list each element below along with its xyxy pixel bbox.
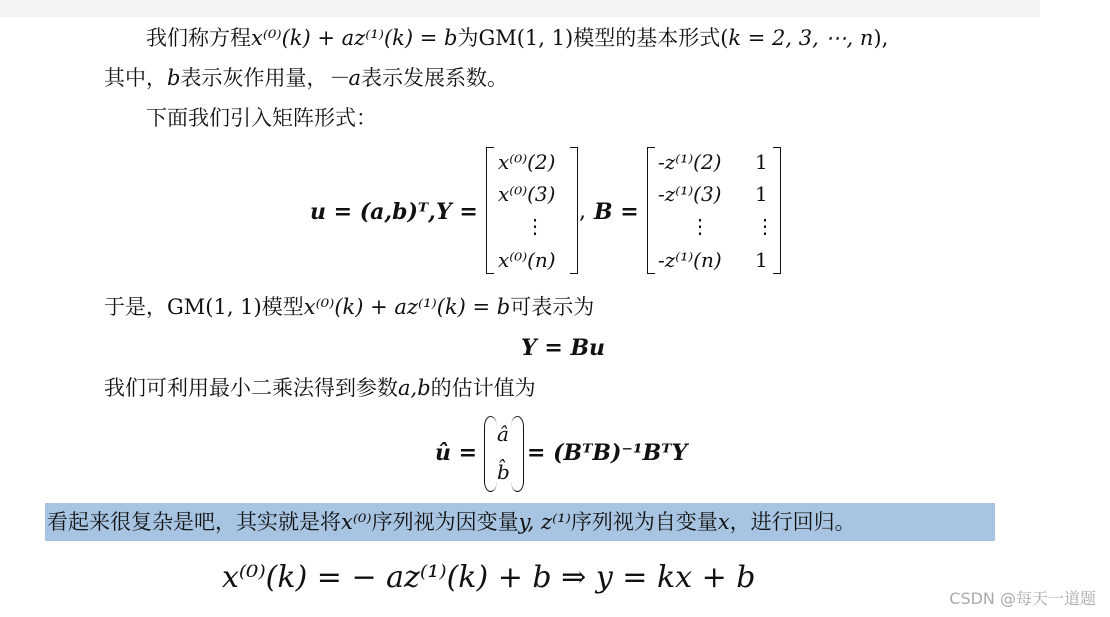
- comma: ,: [579, 199, 586, 224]
- symbol-z1: z⁽¹⁾: [541, 510, 571, 534]
- text-segment: 可表示为: [510, 295, 595, 319]
- csdn-watermark: CSDN @每天一道题: [949, 589, 1096, 608]
- symbol-x: x: [717, 510, 730, 534]
- text-segment: ),: [873, 26, 889, 50]
- B-entry: -z⁽¹⁾(n): [658, 248, 722, 272]
- top-bar: [0, 0, 1040, 17]
- text-segment: 的估计值为: [430, 376, 536, 400]
- text-segment: 于是，GM(1, 1)模型: [104, 295, 304, 319]
- Y-entry: x⁽⁰⁾(n): [498, 248, 556, 272]
- Y-entry: ⋮: [525, 214, 545, 238]
- Y-label: Y =: [436, 199, 478, 225]
- B-entry: ⋮: [755, 214, 775, 238]
- symbol-ab: a,b: [398, 376, 431, 400]
- equation-inline: x⁽⁰⁾(k) + az⁽¹⁾(k) = b: [251, 26, 458, 50]
- B-entry: 1: [755, 248, 768, 272]
- paragraph-least-squares: [104, 375, 536, 401]
- final-equation: x⁽⁰⁾(k) = − az⁽¹⁾(k) + b ⇒ y = kx + b: [222, 560, 756, 595]
- vector-entry: b̂: [497, 460, 510, 484]
- highlighted-explanation: [47, 509, 856, 535]
- equation-inline: x⁽⁰⁾(k) + az⁽¹⁾(k) = b: [303, 295, 511, 319]
- B-entry: 1: [755, 150, 768, 174]
- symbol-minus-a: －a: [327, 66, 361, 90]
- text-segment: 序列视为自变量: [570, 510, 718, 534]
- paragraph-gm-definition: [146, 25, 888, 51]
- symbol-x0: x⁽⁰⁾: [341, 510, 372, 534]
- symbol-y: y,: [518, 510, 535, 534]
- vector-entry: â: [497, 422, 509, 446]
- Y-entry: x⁽⁰⁾(2): [498, 150, 556, 174]
- estimate-rhs: = (BᵀB)⁻¹BᵀY: [527, 440, 688, 466]
- paragraph-gm-representation: [104, 294, 594, 320]
- B-entry: ⋮: [690, 214, 710, 238]
- right-paren: [511, 416, 524, 492]
- text-segment: 我们可利用最小二乘法得到参数: [104, 376, 398, 400]
- u-hat-label: û =: [435, 440, 478, 466]
- text-segment: 表示灰作用量，: [180, 66, 328, 90]
- B-entry: -z⁽¹⁾(3): [658, 182, 722, 206]
- text-segment: ，进行回归。: [729, 510, 856, 534]
- u-definition: u = (a,b)ᵀ,: [310, 199, 436, 225]
- text-segment: 看起来很复杂是吧，其实就是将: [47, 510, 341, 534]
- left-paren: [484, 416, 497, 492]
- B-entry: -z⁽¹⁾(2): [658, 150, 722, 174]
- index-range: k = 2, 3, ⋯, n: [728, 26, 874, 50]
- text-segment: 表示发展系数。: [360, 66, 508, 90]
- symbol-b: b: [167, 66, 181, 90]
- text-segment: 其中，: [104, 66, 167, 90]
- B-entry: 1: [755, 182, 768, 206]
- text-segment: 为GM(1, 1)模型的基本形式(: [457, 26, 729, 50]
- paragraph-coefficients: [104, 65, 508, 91]
- B-label: B =: [594, 199, 639, 225]
- equation-Y-equals-Bu: Y = Bu: [521, 335, 606, 361]
- text-segment: 我们称方程: [146, 26, 251, 50]
- text-segment: 序列视为因变量: [371, 510, 519, 534]
- Y-entry: x⁽⁰⁾(3): [498, 182, 556, 206]
- paragraph-matrix-intro: 下面我们引入矩阵形式：: [146, 106, 377, 130]
